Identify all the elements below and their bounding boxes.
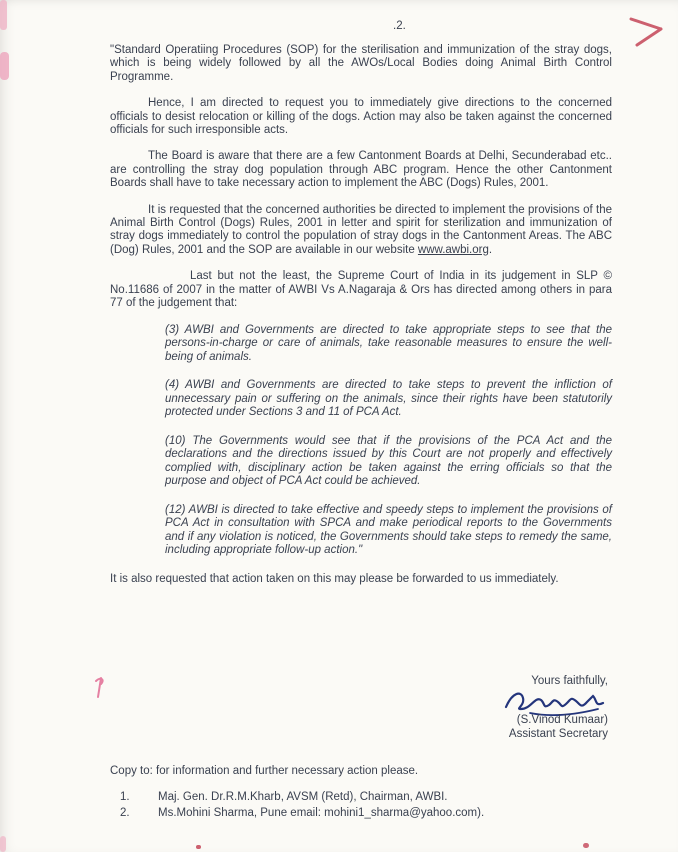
body-paragraph	[110, 204, 612, 258]
copy-item-number: 2.	[120, 807, 130, 819]
letter-body	[110, 44, 612, 599]
scan-artifact-red-mark	[628, 14, 668, 48]
body-paragraph: The Board is aware that there are a few Cantonment Boards at Delhi, Secunderabad etc.. are controlling the stray dog population through ABC program. Hence the other Cantonment Boards shall have to take necessary action to implement the ABC (Dogs) Rules, 2001.	[110, 150, 612, 190]
copy-to-item	[110, 807, 580, 821]
judgement-quote-4: (4) AWBI and Governments are directed to take steps to prevent the infliction of unnecessary pain or suffering on the animals, since their rights have been statutorily protected under Sections 3 and 11 of PCA Act.	[165, 379, 612, 418]
scan-artifact-pen-mark	[92, 676, 108, 700]
scan-artifact-pink-smudge	[0, 52, 9, 80]
page-number: .2.	[393, 20, 406, 32]
scan-artifact-pink-smudge	[0, 0, 7, 30]
closing-request: It is also requested that action taken on this may please be forwarded to us immediately.	[110, 572, 559, 585]
valediction: Yours faithfully,	[531, 675, 608, 687]
copy-to-item	[110, 791, 580, 805]
signatory-title: Assistant Secretary	[508, 728, 608, 740]
body-paragraph: "Standard Operatiing Procedures (SOP) for the sterilisation and immunization of the stray dogs, which is being widely followed by all the AWOs/Local Bodies doing Animal Birth Control Programme.	[110, 44, 612, 83]
signature-block	[458, 674, 608, 742]
signatory-name: (S.Vinod Kumaar)	[516, 713, 608, 726]
body-paragraph: Hence, I am directed to request you to immediately give directions to the concerned officials to desist relocation or killing of the dogs. Action may also be taken against the concerned officials for such irresponsible acts.	[110, 97, 612, 137]
paragraph-text: .	[488, 243, 493, 256]
judgement-quotes	[110, 324, 612, 558]
scan-artifact-red-dot	[196, 845, 201, 849]
paragraph-text: It is requested that the concerned authorities be directed to implement the provisions of the Animal Birth Control (Dogs) Rules, 2001 in letter and spirit for sterilization and immunization of stray dogs immediately to control the population of stray dogs in the Cantonment Areas. The ABC (Dog) Rules, 2001 and the SOP are available in our website	[110, 203, 612, 256]
copy-to-heading: Copy to: for information and further necessary action please.	[110, 765, 419, 777]
body-paragraph: Last but not the least, the Supreme Court of India in its judgement in SLP © No.11686 of 2007 in the matter of AWBI Vs A.Nagaraja & Ors has directed among others in para 77 of the judgement that:	[110, 270, 612, 310]
awbi-website-link[interactable]: www.awbi.org	[417, 243, 489, 256]
scan-artifact-red-dot	[583, 843, 589, 848]
judgement-quote-3: (3) AWBI and Governments are directed to take appropriate steps to see that the persons-in-charge or care of animals, take reasonable measures to ensure the well-being of animals.	[165, 323, 612, 363]
copy-item-text: Ms.Mohini Sharma, Pune email: mohini1_sharma@yahoo.com).	[158, 807, 485, 819]
judgement-quote-10: (10) The Governments would see that if the provisions of the PCA Act and the declarations and the directions issued by this Court are not properly and effectively complied with, disciplinary action be taken against the erring officials so that the purpose and object of PCA Act could be achieved.	[165, 434, 612, 487]
copy-item-text: Maj. Gen. Dr.R.M.Kharb, AVSM (Retd), Chairman, AWBI.	[158, 790, 448, 803]
scan-artifact-pink-smudge	[0, 836, 6, 852]
copy-item-number: 1.	[120, 790, 130, 803]
judgement-quote-12: (12) AWBI is directed to take effective and speedy steps to implement the provisions of PCA Act in consultation with SPCA and make periodical reports to the Governments and if any violation is noticed, the Governments should take steps to remedy the same, including appropriate follow-up action."	[165, 503, 612, 556]
copy-to-section	[110, 765, 580, 824]
